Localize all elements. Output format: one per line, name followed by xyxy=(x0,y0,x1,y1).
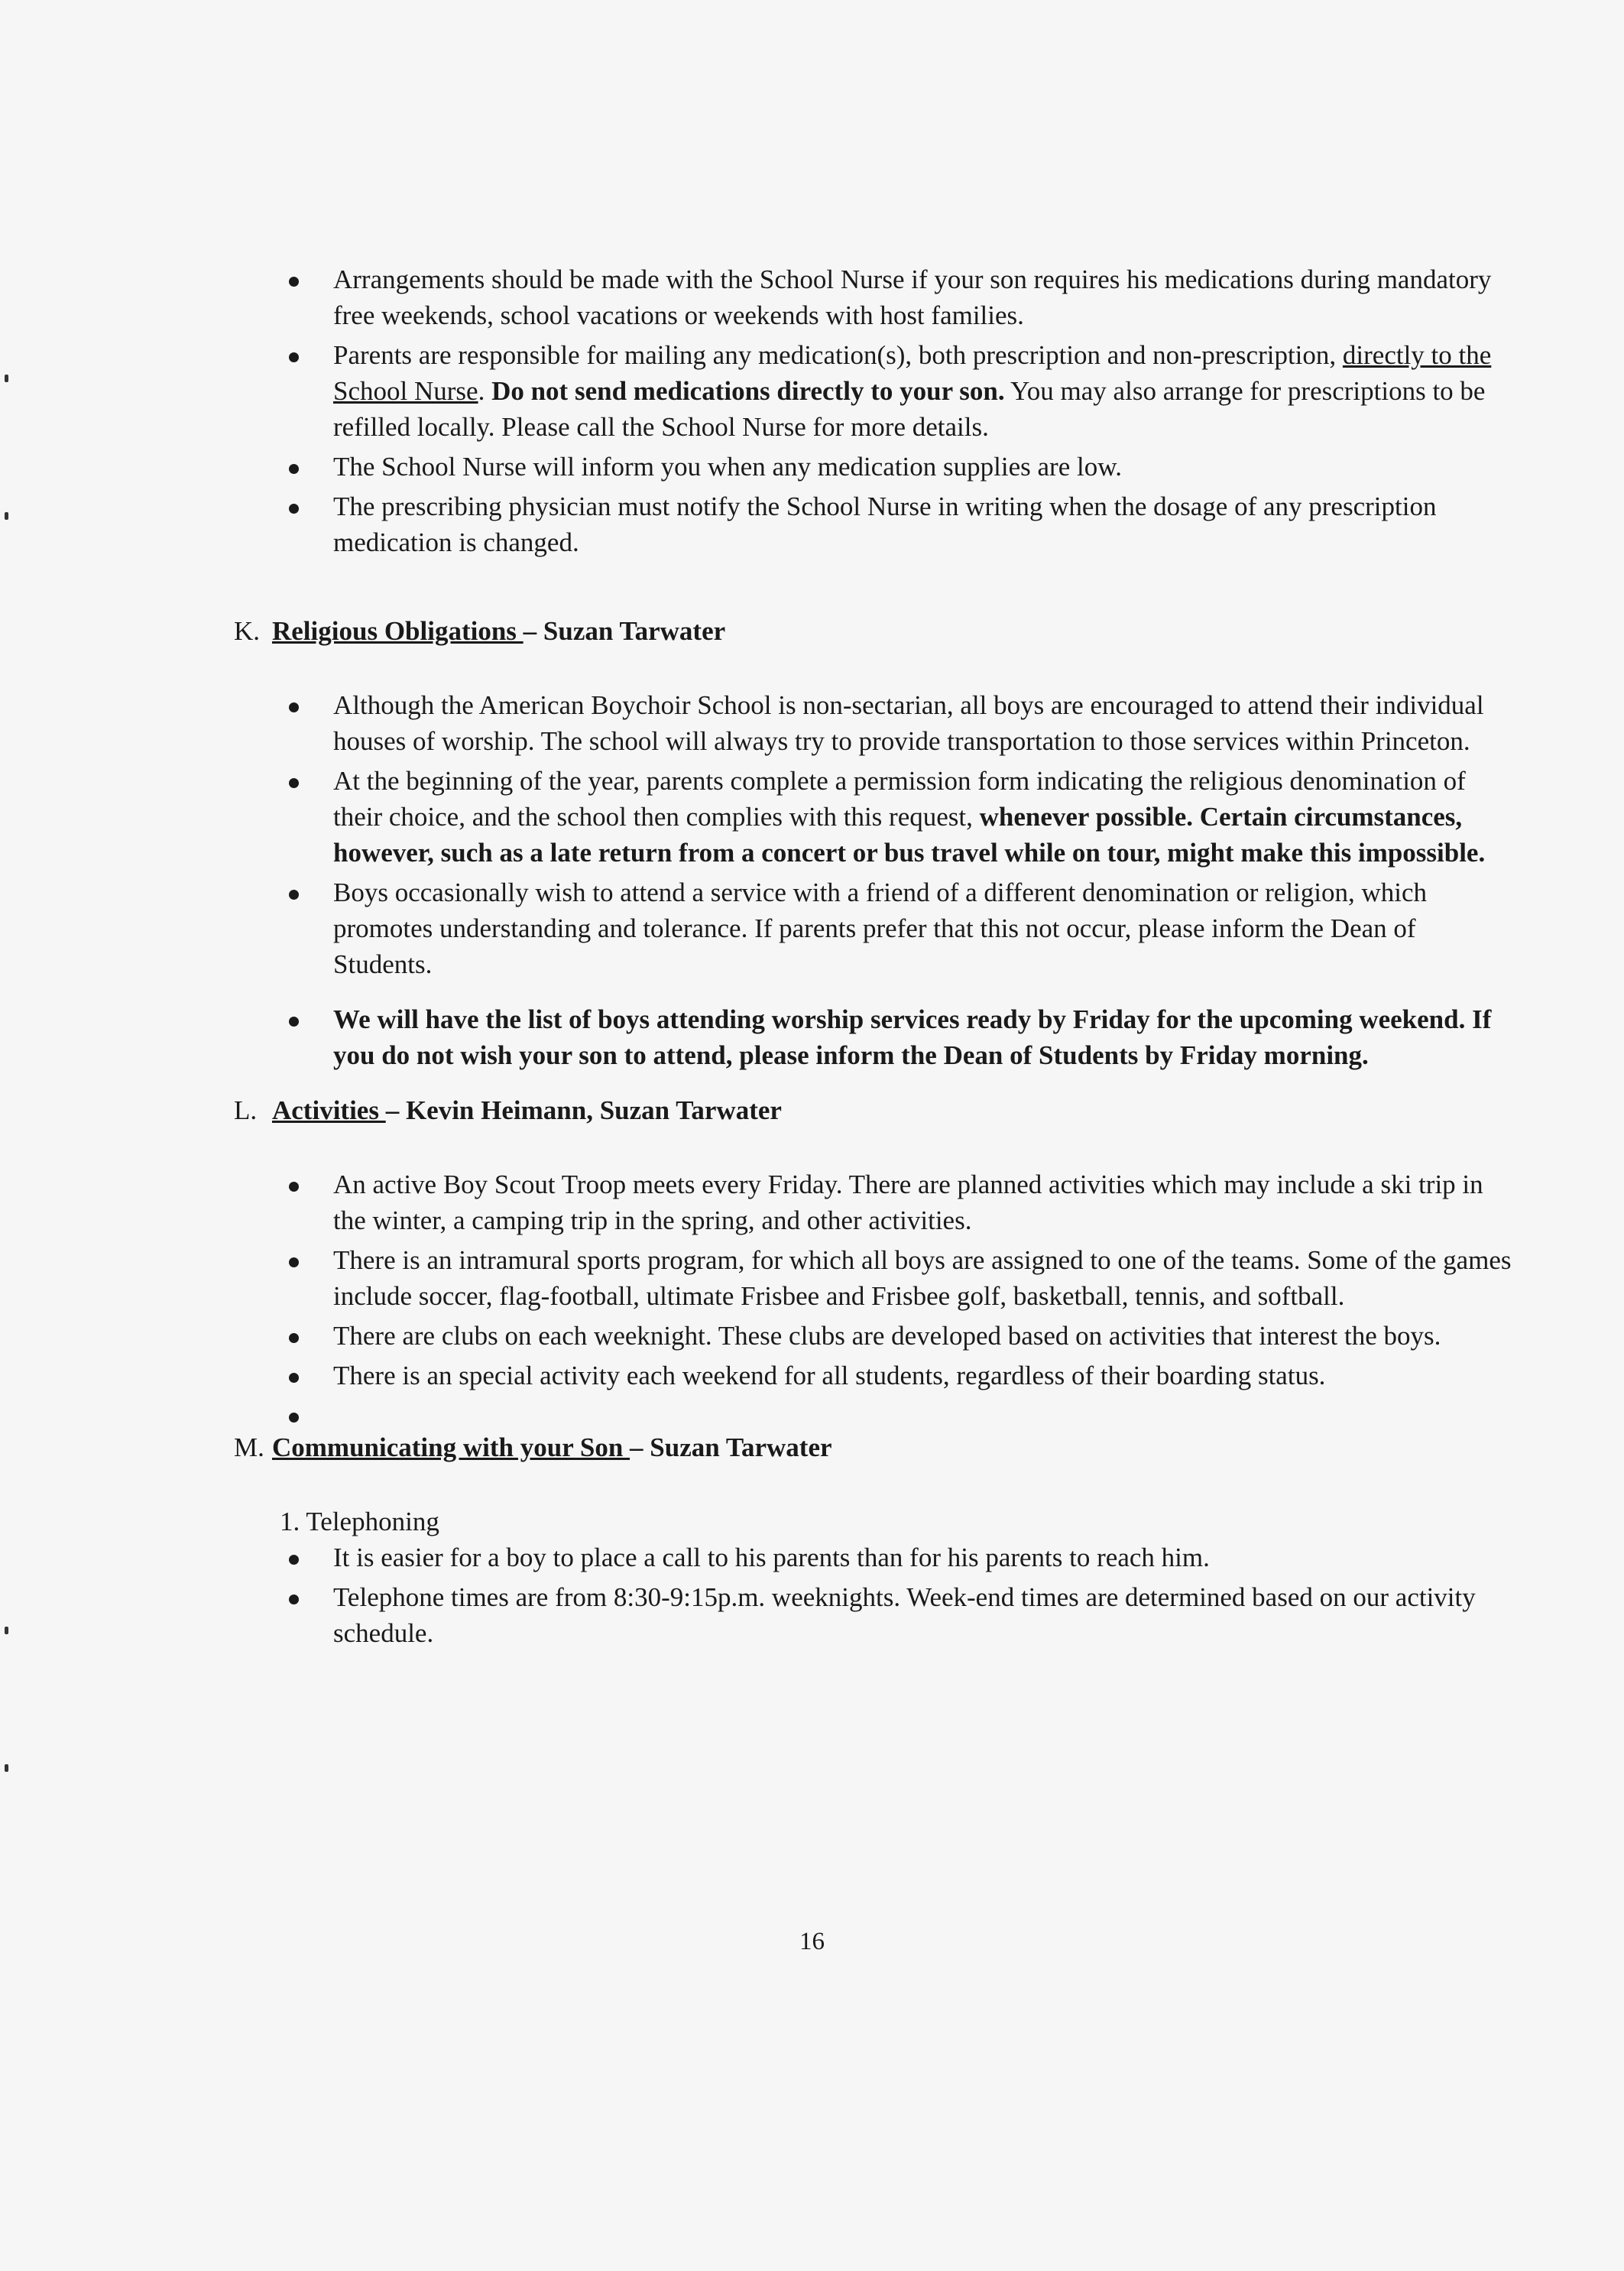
list-item: Boys occasionally wish to attend a service with a friend of a different denomination or religion, which promotes understanding and tolerance. If parents prefer that this not occur, please inform the Dean of Students. xyxy=(234,874,1518,982)
intro-bullet-list xyxy=(234,261,1518,560)
section-title: Communicating with your Son xyxy=(272,1432,630,1462)
underlined-text: directly to the School Nurse xyxy=(333,340,1492,406)
section-letter: L. xyxy=(234,1095,258,1125)
page-content xyxy=(234,261,1518,1655)
list-item: We will have the list of boys attending worship services ready by Friday for the upcoming weekend. If you do not wish your son to attend, please inform the Dean of Students by Friday morning. xyxy=(234,1001,1518,1073)
section-title: Activities xyxy=(272,1095,386,1125)
section-title: Religious Obligations xyxy=(272,616,524,646)
section-heading-k xyxy=(234,613,1518,649)
section-k-bullets xyxy=(234,687,1518,982)
bold-text: Do not send medications directly to your son. xyxy=(491,376,1005,406)
scan-mark xyxy=(5,375,8,382)
list-item: There are clubs on each weeknight. These clubs are developed based on activities that interest the boys. xyxy=(234,1318,1518,1354)
section-owner: – Suzan Tarwater xyxy=(630,1432,832,1462)
text-run: Parents are responsible for mailing any medication(s), both prescription and non-prescription, xyxy=(333,340,1343,370)
list-item xyxy=(234,337,1518,445)
text-run: You may also arrange for prescriptions to be refilled locally. Please call the School Nurse for more details. xyxy=(333,376,1486,442)
section-heading-l xyxy=(234,1092,1518,1128)
section-owner: – Kevin Heimann, Suzan Tarwater xyxy=(385,1095,782,1125)
section-letter: K. xyxy=(234,616,261,646)
list-item xyxy=(234,763,1518,871)
page-number: 16 xyxy=(799,1928,825,1955)
scan-mark xyxy=(5,1627,8,1634)
list-item: An active Boy Scout Troop meets every Friday. There are planned activities which may include a ski trip in the winter, a camping trip in the spring, and other activities. xyxy=(234,1166,1518,1238)
list-item: Although the American Boychoir School is non-sectarian, all boys are encouraged to attend their individual houses of worship. The school will always try to provide transportation to those services within Princeton. xyxy=(234,687,1518,759)
list-item: Arrangements should be made with the School Nurse if your son requires his medications during mandatory free weekends, school vacations or weekends with host families. xyxy=(234,261,1518,333)
section-owner: – Suzan Tarwater xyxy=(523,616,726,646)
section-m-bullets xyxy=(234,1539,1518,1651)
list-item: The School Nurse will inform you when any medication supplies are low. xyxy=(234,449,1518,485)
section-k-notice xyxy=(234,1001,1518,1073)
list-item: There is an special activity each weekend for all students, regardless of their boarding status. xyxy=(234,1358,1518,1393)
list-item: The prescribing physician must notify the School Nurse in writing when the dosage of any prescription medication is changed. xyxy=(234,488,1518,560)
list-item: It is easier for a boy to place a call to his parents than for his parents to reach him. xyxy=(234,1539,1518,1575)
subsection-telephoning: 1. Telephoning xyxy=(280,1507,439,1536)
list-item xyxy=(234,1397,1518,1433)
list-item: There is an intramural sports program, for which all boys are assigned to one of the teams. Some of the games include soccer, flag-football, ultimate Frisbee and Frisbee golf, basketball, tennis, and softball. xyxy=(234,1242,1518,1314)
section-letter: M. xyxy=(234,1432,264,1462)
text-run: . xyxy=(478,376,492,406)
scan-mark xyxy=(5,1764,8,1772)
section-heading-m xyxy=(234,1429,1518,1465)
bold-text: whenever possible. Certain circumstances, however, such as a late return from a concert or bus travel while on tour, might make this impossible. xyxy=(333,802,1486,868)
scan-mark xyxy=(5,512,8,520)
text-run: At the beginning of the year, parents complete a permission form indicating the religious denomination of their choice, and the school then complies with this request, xyxy=(333,766,1466,832)
list-item: Telephone times are from 8:30-9:15p.m. weeknights. Week-end times are determined based on our activity schedule. xyxy=(234,1579,1518,1651)
section-l-bullets xyxy=(234,1166,1518,1433)
